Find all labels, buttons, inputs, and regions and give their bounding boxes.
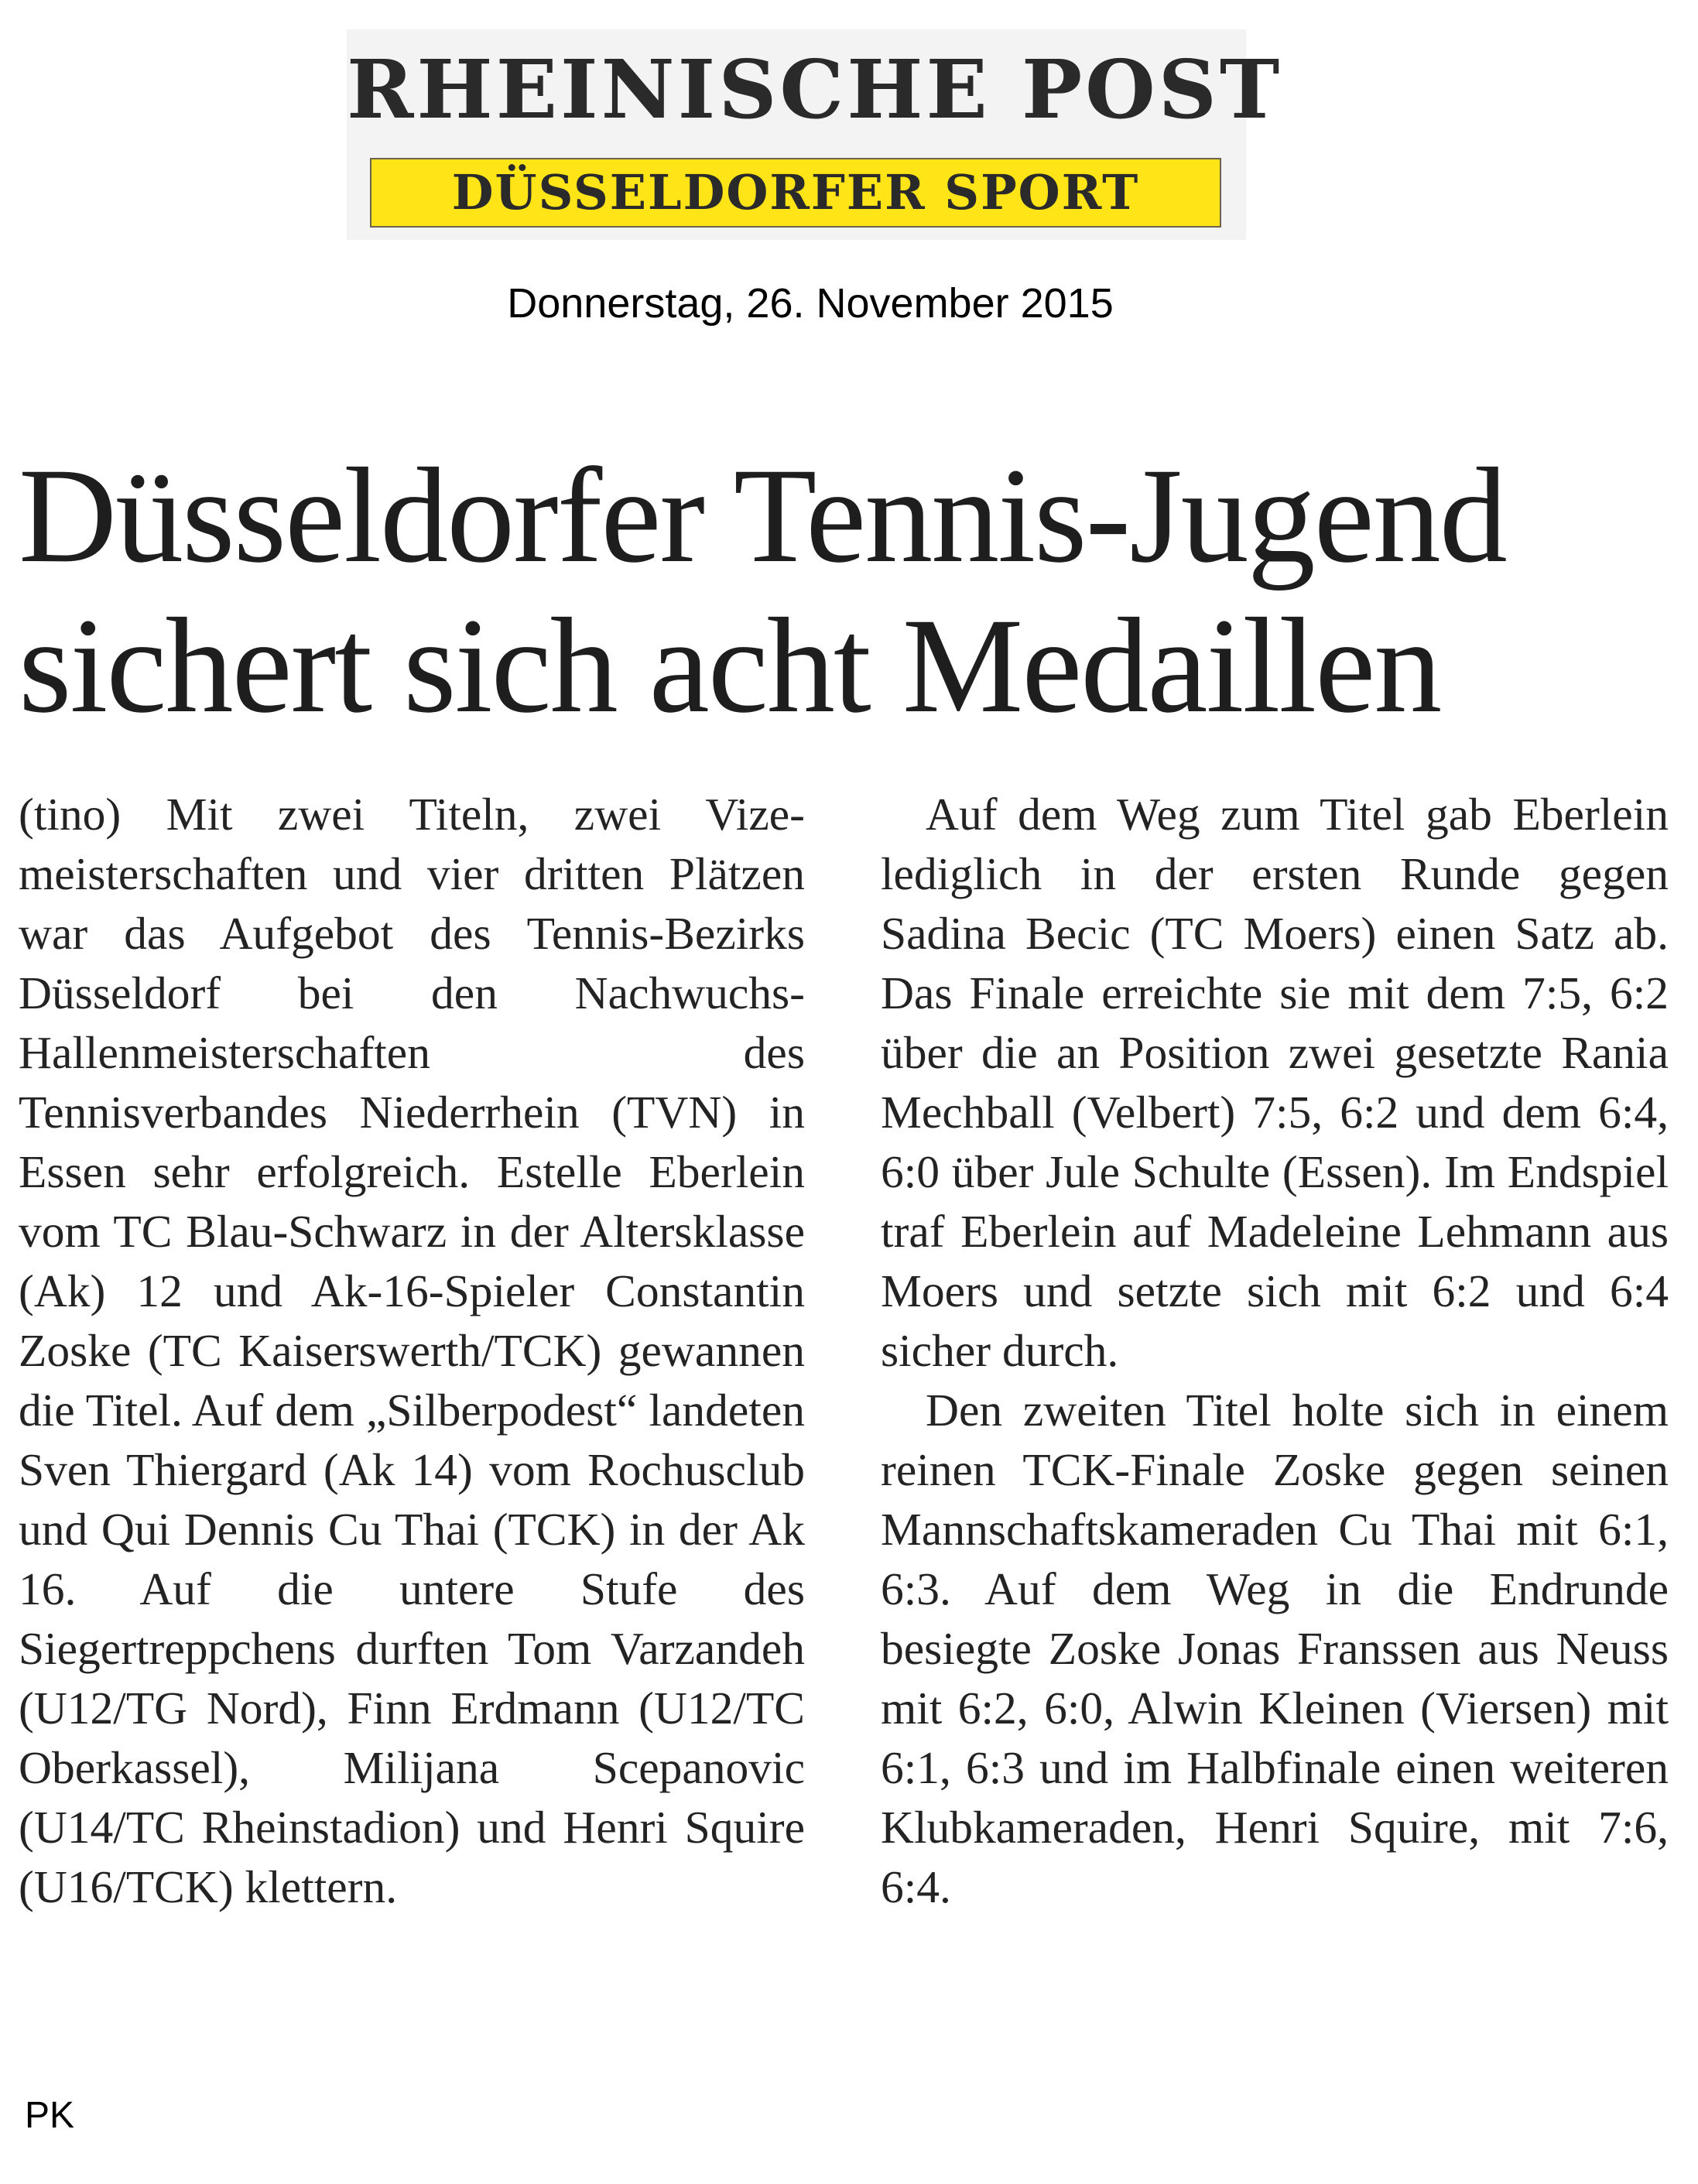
section-banner: DÜSSELDORFER SPORT <box>370 158 1221 228</box>
headline-line-1: Düsseldorfer Tennis-Jugend <box>19 440 1506 591</box>
newspaper-masthead <box>347 29 1283 240</box>
article-headline <box>19 441 1683 741</box>
publication-date: Donnerstag, 26. November 2015 <box>507 280 1114 327</box>
article-paragraph-1: (tino) Mit zwei Titeln, zwei Vizemeisterschaften und vier dritten Plätzen war das Aufgebot des Tennis-Bezirks Düsseldorf bei den Nachwuchs-Hallenmeisterschaften des Tennisverbandes Niederrhein (TVN) in Essen sehr erfolgreich. Estelle Eberlein vom TC Blau-Schwarz in der Altersklasse (Ak) 12 und Ak-16-Spieler Constantin Zoske (TC Kaiserswerth/TCK) gewannen die Titel. Auf dem „Silberpodest“ landeten Sven Thiergard (Ak 14) vom Rochusclub und Qui Dennis Cu Thai (TCK) in der Ak 16. Auf die untere Stufe des Siegertreppchens durften Tom Varzandeh (U12/TG Nord), Finn Erdmann (U12/TC Oberkassel), Milijana Scepanovic (U14/TC Rheinstadion) und Henri Squire (U16/TCK) klettern. <box>19 789 805 1912</box>
article-paragraph-3: Den zweiten Titel holte sich in einem reinen TCK-Finale Zoske gegen seinen Mannschaftskameraden Cu Thai mit 6:1, 6:3. Auf dem Weg in die Endrunde besiegte Zoske Jonas Franssen aus Neuss mit 6:2, 6:0, Alwin Kleinen (Viersen) mit 6:1, 6:3 und im Halbfinale einen weiteren Klubkameraden, Henri Squire, mit 7:6, 6:4. <box>881 1385 1669 1912</box>
footer-initials: PK <box>25 2095 75 2136</box>
article-paragraph-2: Auf dem Weg zum Titel gab Eberlein lediglich in der ersten Runde gegen Sadina Becic (TC Moers) einen Satz ab. Das Finale erreichte sie mit dem 7:5, 6:2 über die an Position zwei gesetzte Rania Mechball (Velbert) 7:5, 6:2 und dem 6:4, 6:0 über Jule Schulte (Essen). Im Endspiel traf Eberlein auf Madeleine Lehmann aus Moers und setzte sich mit 6:2 und 6:4 sicher durch. <box>881 789 1669 1376</box>
article-column-left <box>19 785 805 1917</box>
article-column-right <box>881 785 1669 1917</box>
headline-line-2: sichert sich acht Medaillen <box>19 591 1441 741</box>
newspaper-title: RHEINISCHE POST <box>347 42 1283 137</box>
